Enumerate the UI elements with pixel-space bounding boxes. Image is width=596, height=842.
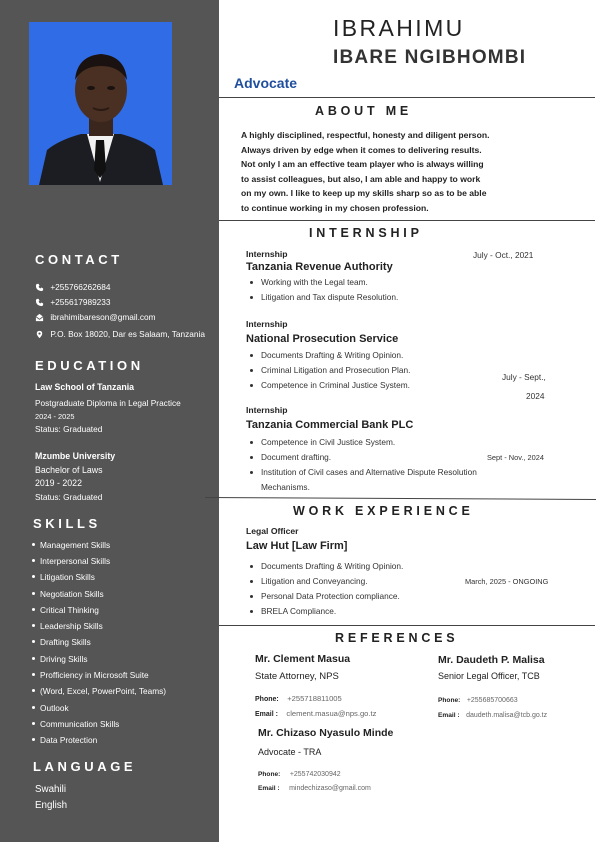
reference-role: Senior Legal Officer, TCB bbox=[438, 671, 540, 681]
reference-role: State Attorney, NPS bbox=[255, 671, 339, 682]
internship-heading: INTERNSHIP bbox=[309, 226, 423, 240]
envelope-icon bbox=[35, 313, 44, 322]
skills-heading: SKILLS bbox=[33, 516, 101, 531]
reference-email-label: Email : bbox=[255, 711, 278, 718]
internship-bullet: Competence in Criminal Justice System. bbox=[246, 380, 410, 390]
reference-email-label: Email : bbox=[438, 712, 460, 719]
internship-date: 2024 bbox=[526, 391, 545, 401]
work-bullet: BRELA Compliance. bbox=[246, 606, 336, 616]
about-line: to continue working in my chosen profession. bbox=[241, 202, 429, 213]
education-years-2: 2019 - 2022 bbox=[35, 478, 82, 488]
skill-item: Litigation Skills bbox=[40, 572, 95, 582]
internship-label: Internship bbox=[246, 249, 288, 259]
education-program-2: Bachelor of Laws bbox=[35, 465, 103, 475]
contact-phone-2 bbox=[35, 297, 111, 307]
education-status-2: Status: Graduated bbox=[35, 492, 103, 502]
work-bullet: Litigation and Conveyancing. bbox=[246, 576, 368, 586]
work-label: Legal Officer bbox=[246, 526, 299, 536]
contact-address-text: P.O. Box 18020, Dar es Salaam, Tanzania bbox=[50, 329, 205, 339]
language-heading: LANGUAGE bbox=[33, 759, 137, 774]
education-school-1: Law School of Tanzania bbox=[35, 382, 135, 392]
internship-org: National Prosecution Service bbox=[246, 333, 399, 345]
reference-email-value[interactable]: daudeth.malisa@tcb.go.tz bbox=[466, 712, 548, 719]
education-years-1: 2024 - 2025 bbox=[35, 412, 75, 421]
sidebar bbox=[0, 0, 219, 842]
internship-bullet: Criminal Litigation and Prosecution Plan. bbox=[246, 365, 410, 375]
education-status-1: Status: Graduated bbox=[35, 424, 103, 434]
internship-date: July - Oct., 2021 bbox=[473, 250, 534, 260]
internship-bullet: Documents Drafting & Writing Opinion. bbox=[246, 350, 403, 360]
skill-item: Management Skills bbox=[40, 540, 111, 550]
internship-bullet: Institution of Civil cases and Alternative Dispute Resolution bbox=[246, 467, 477, 477]
location-pin-icon bbox=[35, 330, 44, 339]
internship-bullet: Litigation and Tax dispute Resolution. bbox=[246, 292, 398, 302]
contact-phone-1-text: +255766262684 bbox=[50, 282, 111, 292]
reference-phone-label: Phone: bbox=[255, 696, 279, 703]
internship-bullet: Working with the Legal team. bbox=[246, 277, 368, 287]
work-heading: WORK EXPERIENCE bbox=[293, 504, 474, 518]
skill-item: Profficiency in Microsoft Suite bbox=[40, 670, 149, 680]
education-school-2: Mzumbe University bbox=[35, 451, 116, 461]
reference-role: Advocate - TRA bbox=[258, 747, 322, 757]
contact-phone-1 bbox=[35, 282, 111, 292]
about-heading: ABOUT ME bbox=[315, 104, 413, 118]
phone-icon bbox=[35, 283, 44, 292]
skill-item: Driving Skills bbox=[40, 654, 88, 664]
internship-date: Sept - Nov., 2024 bbox=[487, 453, 544, 462]
job-title: Advocate bbox=[234, 75, 298, 91]
about-line: to assist colleagues, but also, I am able and happy to work bbox=[241, 173, 481, 184]
reference-email bbox=[438, 704, 547, 722]
contact-address bbox=[35, 329, 205, 339]
reference-email-label: Email : bbox=[258, 785, 280, 792]
reference-email-value[interactable]: mindechizaso@gmail.com bbox=[289, 785, 371, 792]
contact-heading: CONTACT bbox=[35, 252, 123, 267]
internship-label: Internship bbox=[246, 405, 288, 415]
internship-label: Internship bbox=[246, 319, 288, 329]
about-line: on my own. I like to keep up my skills sharp so as to be able bbox=[241, 188, 487, 199]
education-program-1: Postgraduate Diploma in Legal Practice bbox=[35, 398, 181, 408]
skill-item: Drafting Skills bbox=[40, 637, 91, 647]
skill-item-continuation: (Word, Excel, PowerPoint, Teams) bbox=[40, 686, 167, 696]
about-line: A highly disciplined, respectful, honesty and diligent person. bbox=[241, 130, 490, 140]
reference-email bbox=[255, 703, 376, 721]
phone-icon bbox=[35, 298, 44, 307]
divider bbox=[205, 494, 596, 502]
reference-name: Mr. Chizaso Nyasulo Minde bbox=[258, 727, 394, 739]
skill-item: Interpersonal Skills bbox=[40, 556, 111, 566]
contact-email-text: ibrahimibareson@gmail.com bbox=[50, 312, 156, 322]
internship-org: Tanzania Revenue Authority bbox=[246, 261, 393, 273]
language-item: English bbox=[35, 800, 68, 811]
about-text bbox=[241, 128, 489, 216]
reference-phone-value: +255742030942 bbox=[289, 771, 341, 778]
reference-name: Mr. Daudeth P. Malisa bbox=[438, 654, 545, 666]
last-name: IBARE NGIBHOMBI bbox=[333, 47, 527, 68]
contact-phone-2-text: +255617989233 bbox=[50, 297, 111, 307]
reference-name: Mr. Clement Masua bbox=[255, 653, 351, 665]
reference-email-value[interactable]: clement.masua@nps.go.tz bbox=[286, 709, 377, 718]
contact-email bbox=[35, 312, 156, 322]
references-heading: REFERENCES bbox=[335, 631, 459, 645]
skill-item: Communication Skills bbox=[40, 719, 120, 729]
reference-phone-label: Phone: bbox=[258, 771, 281, 778]
divider bbox=[219, 97, 595, 98]
internship-bullet: Document drafting. bbox=[246, 452, 331, 462]
education-heading: EDUCATION bbox=[35, 358, 144, 373]
reference-email bbox=[258, 777, 371, 795]
internship-date: July - Sept., bbox=[502, 372, 546, 382]
about-line: Not only I am an effective team player who is always willing bbox=[241, 159, 484, 170]
skill-item: Outlook bbox=[40, 703, 69, 713]
internship-bullet-continuation: Mechanisms. bbox=[261, 482, 310, 492]
reference-phone-value: +255685700663 bbox=[466, 697, 518, 704]
internship-org: Tanzania Commercial Bank PLC bbox=[246, 419, 414, 431]
first-name: IBRAHIMU bbox=[333, 15, 465, 41]
work-org: Law Hut [Law Firm] bbox=[246, 540, 348, 552]
language-item: Swahili bbox=[35, 784, 67, 795]
work-bullet: Documents Drafting & Writing Opinion. bbox=[246, 561, 403, 571]
skill-item: Negotiation Skills bbox=[40, 589, 104, 599]
divider bbox=[219, 625, 595, 626]
skill-item: Critical Thinking bbox=[40, 605, 99, 615]
reference-phone-value: +255718811005 bbox=[287, 694, 342, 703]
work-bullet: Personal Data Protection compliance. bbox=[246, 591, 400, 601]
skill-item: Data Protection bbox=[40, 735, 98, 745]
about-line: Always driven by edge when it comes to delivering results. bbox=[241, 144, 482, 155]
profile-photo bbox=[29, 22, 172, 185]
internship-bullet: Competence in Civil Justice System. bbox=[246, 437, 395, 447]
skill-item: Leadership Skills bbox=[40, 621, 103, 631]
work-date: March, 2025 - ONGOING bbox=[465, 577, 549, 586]
reference-phone-label: Phone: bbox=[438, 697, 461, 704]
divider bbox=[219, 220, 595, 221]
